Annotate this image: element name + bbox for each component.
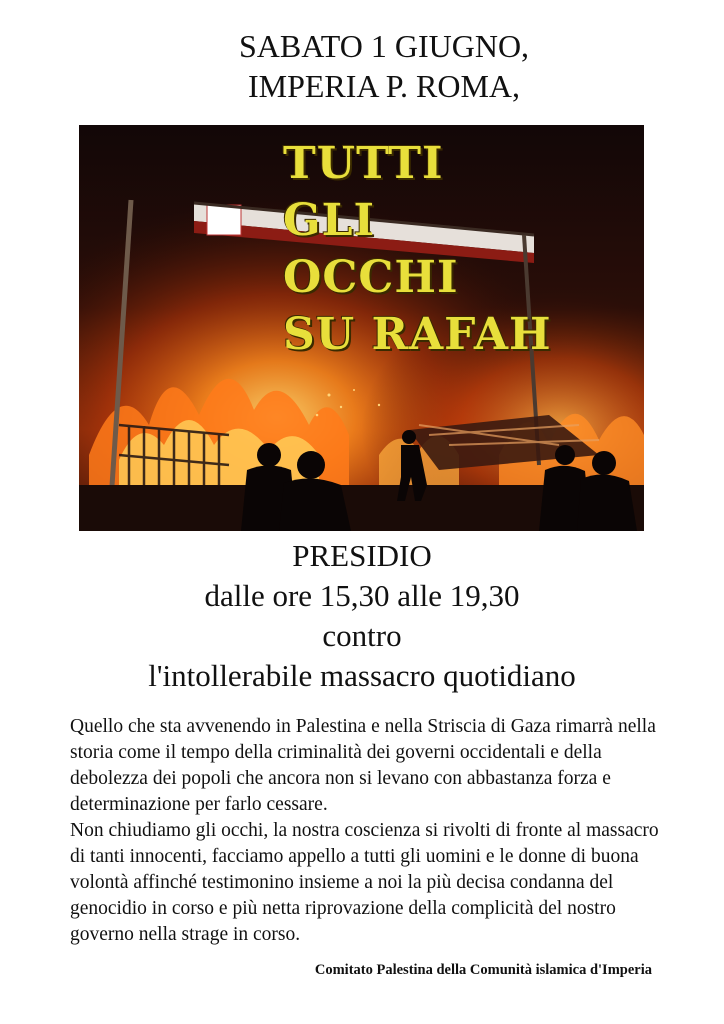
appeal-text [70,714,670,948]
event-time: dalle ore 15,30 alle 19,30 [204,578,520,613]
event-details [0,536,724,696]
overlay-line-2: GLI [283,195,376,246]
fire-scene-photo [79,125,644,531]
overlay-line-4: SU RAFAH [283,309,552,360]
organizer-signature: Comitato Palestina della Comunità islamica d'Imperia [314,962,652,978]
event-date-line: SABATO 1 GIUGNO, [238,28,530,64]
event-header [0,26,724,106]
event-location-line: IMPERIA P. ROMA, [247,68,521,104]
appeal-paragraph-1: Quello che sta avvenendo in Palestina e nella Striscia di Gaza rimarrà nella storia come il tempo della criminalità dei governi occidentali e della debolezza dei popoli che ancora non si levano con abbastanza forza e determinazione per farlo cessare. [70,716,656,815]
event-against: contro [322,618,402,653]
photo-overlay-title [283,135,552,363]
appeal-paragraph-2: Non chiudiamo gli occhi, la nostra coscienza si rivolti di fronte al massacro di tanti innocenti, facciamo appello a tutti gli uomini e le donne di buona volontà affinché testimonino insieme a noi la più decisa condanna del genocidio in corso e più netta riprovazione della complicità del nostro governo nella strage in corso. [70,820,659,945]
event-subject: l'intollerabile massacro quotidiano [148,658,576,693]
overlay-line-3: OCCHI [283,252,459,303]
event-title: PRESIDIO [292,538,432,573]
overlay-line-1: TUTTI [283,138,444,189]
